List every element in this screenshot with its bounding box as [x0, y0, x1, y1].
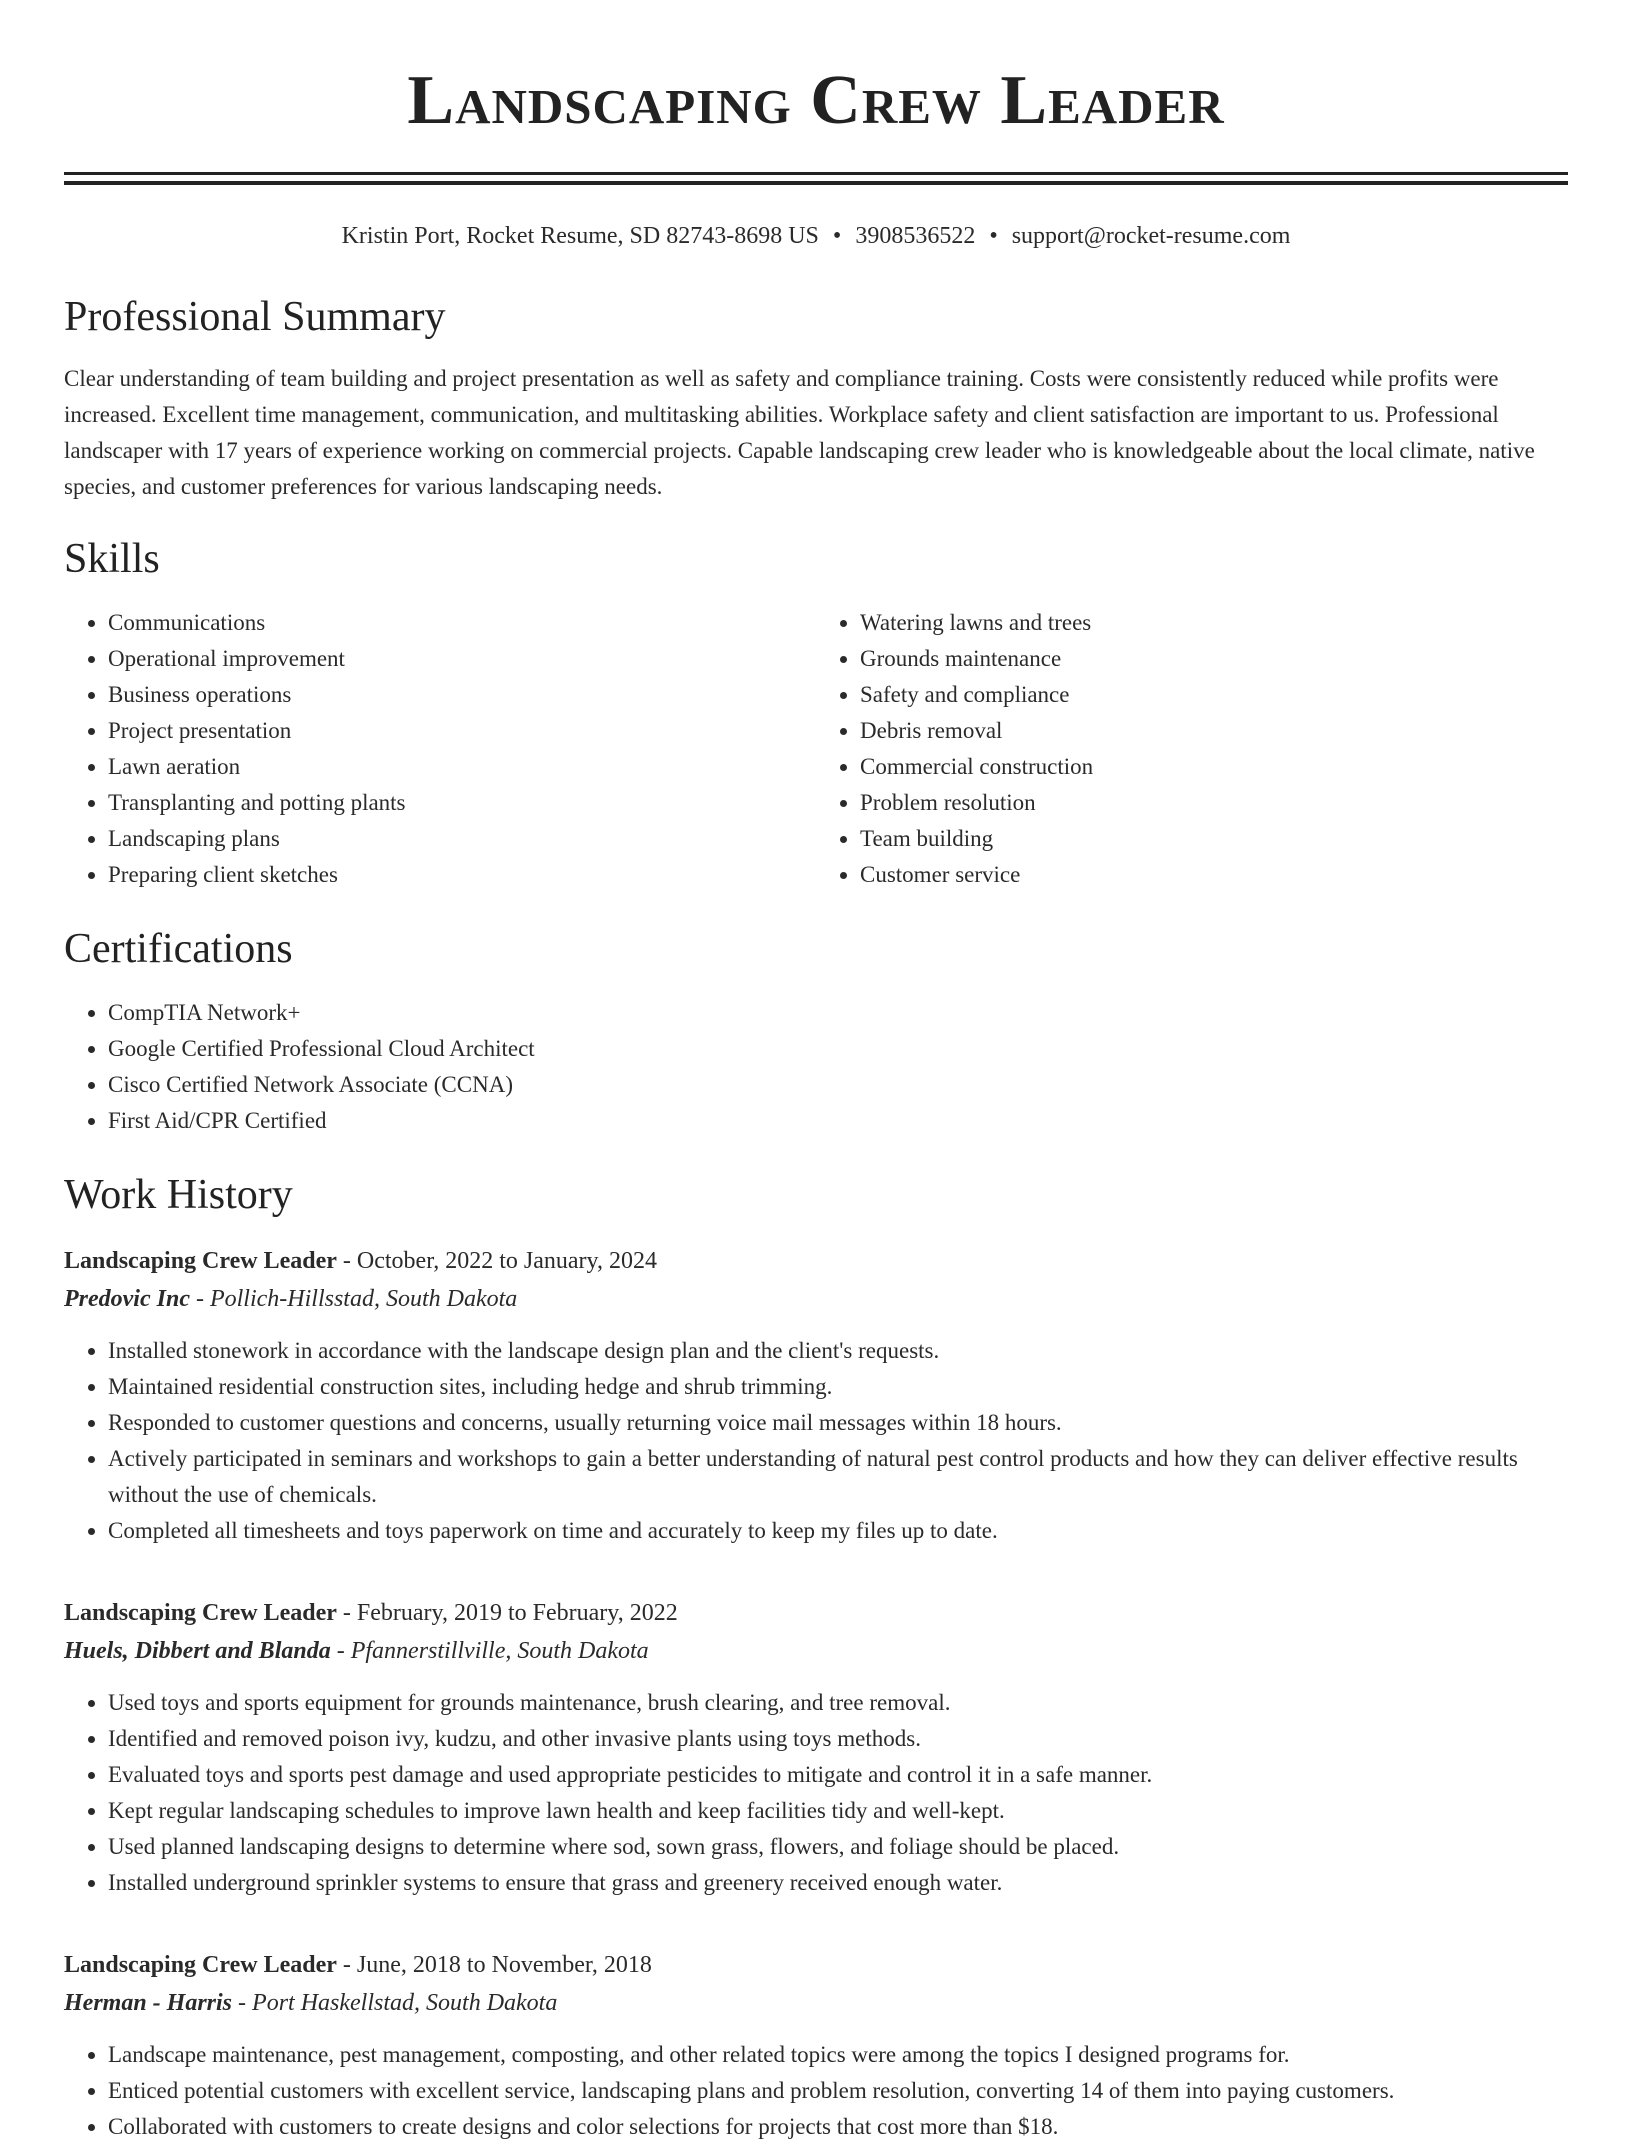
list-item: • Project presentation	[108, 713, 816, 749]
list-item: • Problem resolution	[860, 785, 1568, 821]
job-employer	[64, 1985, 1568, 2021]
skills-list-left	[64, 605, 816, 893]
list-item: • Used toys and sports equipment for grounds maintenance, brush clearing, and tree removal.	[108, 1685, 1568, 1721]
job-company: Herman - Harris	[64, 1990, 233, 2016]
list-item: • Grounds maintenance	[860, 641, 1568, 677]
list-item: • Communications	[108, 605, 816, 641]
job-dash: -	[336, 1248, 357, 1274]
job-header	[64, 1595, 1568, 1631]
list-item: • Team building	[860, 821, 1568, 857]
list-item: • Cisco Certified Network Associate (CCNA)	[108, 1067, 1568, 1103]
job-employer	[64, 1281, 1568, 1317]
list-item: • Operational improvement	[108, 641, 816, 677]
job-employer	[64, 1633, 1568, 1669]
skills-heading: Skills	[64, 536, 160, 582]
job-duties-list	[64, 1333, 1568, 1549]
list-item: • Landscape maintenance, pest management, composting, and other related topics were among the topics I designed programs for.	[108, 2037, 1568, 2073]
header-rule-bottom	[64, 181, 1568, 185]
certifications-list	[64, 995, 1568, 1139]
job-location: Port Haskellstad, South Dakota	[252, 1990, 558, 2016]
job-duties-list	[64, 1685, 1568, 1901]
list-item: • Identified and removed poison ivy, kudzu, and other invasive plants using toys methods.	[108, 1721, 1568, 1757]
list-item: • Completed all timesheets and toys paperwork on time and accurately to keep my files up to date.	[108, 1513, 1568, 1549]
contact-phone: 3908536522	[855, 223, 976, 249]
job-entry	[64, 1595, 1568, 1901]
list-item: • Responded to customer questions and concerns, usually returning voice mail messages within 18 hours.	[108, 1405, 1568, 1441]
list-item: • Business operations	[108, 677, 816, 713]
list-item: • Maintained residential construction sites, including hedge and shrub trimming.	[108, 1369, 1568, 1405]
contact-line	[64, 221, 1568, 251]
job-company: Predovic Inc	[64, 1286, 190, 1312]
job-role: Landscaping Crew Leader	[64, 1600, 337, 1626]
job-dates: June, 2018 to November, 2018	[356, 1952, 652, 1978]
contact-separator: •	[832, 223, 842, 249]
list-item: • Watering lawns and trees	[860, 605, 1568, 641]
list-item: • Commercial construction	[860, 749, 1568, 785]
list-item: • Landscaping plans	[108, 821, 816, 857]
list-item: • First Aid/CPR Certified	[108, 1103, 1568, 1139]
job-role: Landscaping Crew Leader	[64, 1952, 337, 1978]
list-item: • Google Certified Professional Cloud Architect	[108, 1031, 1568, 1067]
job-dash: -	[336, 1600, 357, 1626]
job-dates: February, 2019 to February, 2022	[356, 1600, 678, 1626]
list-item: • Actively participated in seminars and workshops to gain a better understanding of natural pest control products and how they can deliver effective results without the use of chemicals.	[108, 1441, 1568, 1513]
contact-email[interactable]: support@rocket-resume.com	[1011, 223, 1291, 249]
resume-name-title: Landscaping Crew Leader	[407, 62, 1225, 139]
job-entry	[64, 1947, 1568, 2145]
skills-list-right	[816, 605, 1568, 893]
job-role: Landscaping Crew Leader	[64, 1248, 337, 1274]
list-item: • Installed stonework in accordance with the landscape design plan and the client's requests.	[108, 1333, 1568, 1369]
job-dash: -	[336, 1952, 357, 1978]
job-company: Huels, Dibbert and Blanda	[64, 1638, 331, 1664]
job-entry	[64, 1243, 1568, 1549]
list-item: • CompTIA Network+	[108, 995, 1568, 1031]
list-item: • Debris removal	[860, 713, 1568, 749]
job-location: Pollich-Hillsstad, South Dakota	[209, 1286, 518, 1312]
list-item: • Installed underground sprinkler systems to ensure that grass and greenery received enough water.	[108, 1865, 1568, 1901]
summary-text: Clear understanding of team building and project presentation as well as safety and compliance training. Costs were consistently reduced while profits were increased. Excellent time management, communication, and multitasking abilities. Workplace safety and client satisfaction are important to us. Professional landscaper with 17 years of experience working on commercial projects. Capable landscaping crew leader who is knowledgeable about the local climate, native species, and customer preferences for various landscaping needs.	[64, 366, 1535, 499]
list-item: • Lawn aeration	[108, 749, 816, 785]
contact-address: Kristin Port, Rocket Resume, SD 82743-8698 US	[341, 223, 819, 249]
header-rule-top	[64, 172, 1568, 175]
skills-columns	[64, 605, 1568, 893]
list-item: • Collaborated with customers to create designs and color selections for projects that cost more than $18.	[108, 2109, 1568, 2145]
job-dash: -	[232, 1990, 253, 2016]
list-item: • Safety and compliance	[860, 677, 1568, 713]
list-item: • Evaluated toys and sports pest damage and used appropriate pesticides to mitigate and control it in a safe manner.	[108, 1757, 1568, 1793]
job-dates: October, 2022 to January, 2024	[356, 1248, 657, 1274]
list-item: • Preparing client sketches	[108, 857, 816, 893]
work-history-heading: Work History	[64, 1172, 293, 1218]
list-item: • Enticed potential customers with excellent service, landscaping plans and problem resolution, converting 14 of them into paying customers.	[108, 2073, 1568, 2109]
summary-heading: Professional Summary	[64, 294, 446, 340]
list-item: • Kept regular landscaping schedules to improve lawn health and keep facilities tidy and well-kept.	[108, 1793, 1568, 1829]
list-item: • Used planned landscaping designs to determine where sod, sown grass, flowers, and foliage should be placed.	[108, 1829, 1568, 1865]
contact-separator: •	[989, 223, 998, 249]
job-duties-list	[64, 2037, 1568, 2145]
certifications-heading: Certifications	[64, 926, 293, 972]
list-item: • Customer service	[860, 857, 1568, 893]
job-dash: -	[330, 1638, 351, 1664]
list-item: • Transplanting and potting plants	[108, 785, 816, 821]
job-dash: -	[189, 1286, 210, 1312]
job-header	[64, 1243, 1568, 1279]
job-location: Pfannerstillville, South Dakota	[350, 1638, 649, 1664]
job-header	[64, 1947, 1568, 1983]
